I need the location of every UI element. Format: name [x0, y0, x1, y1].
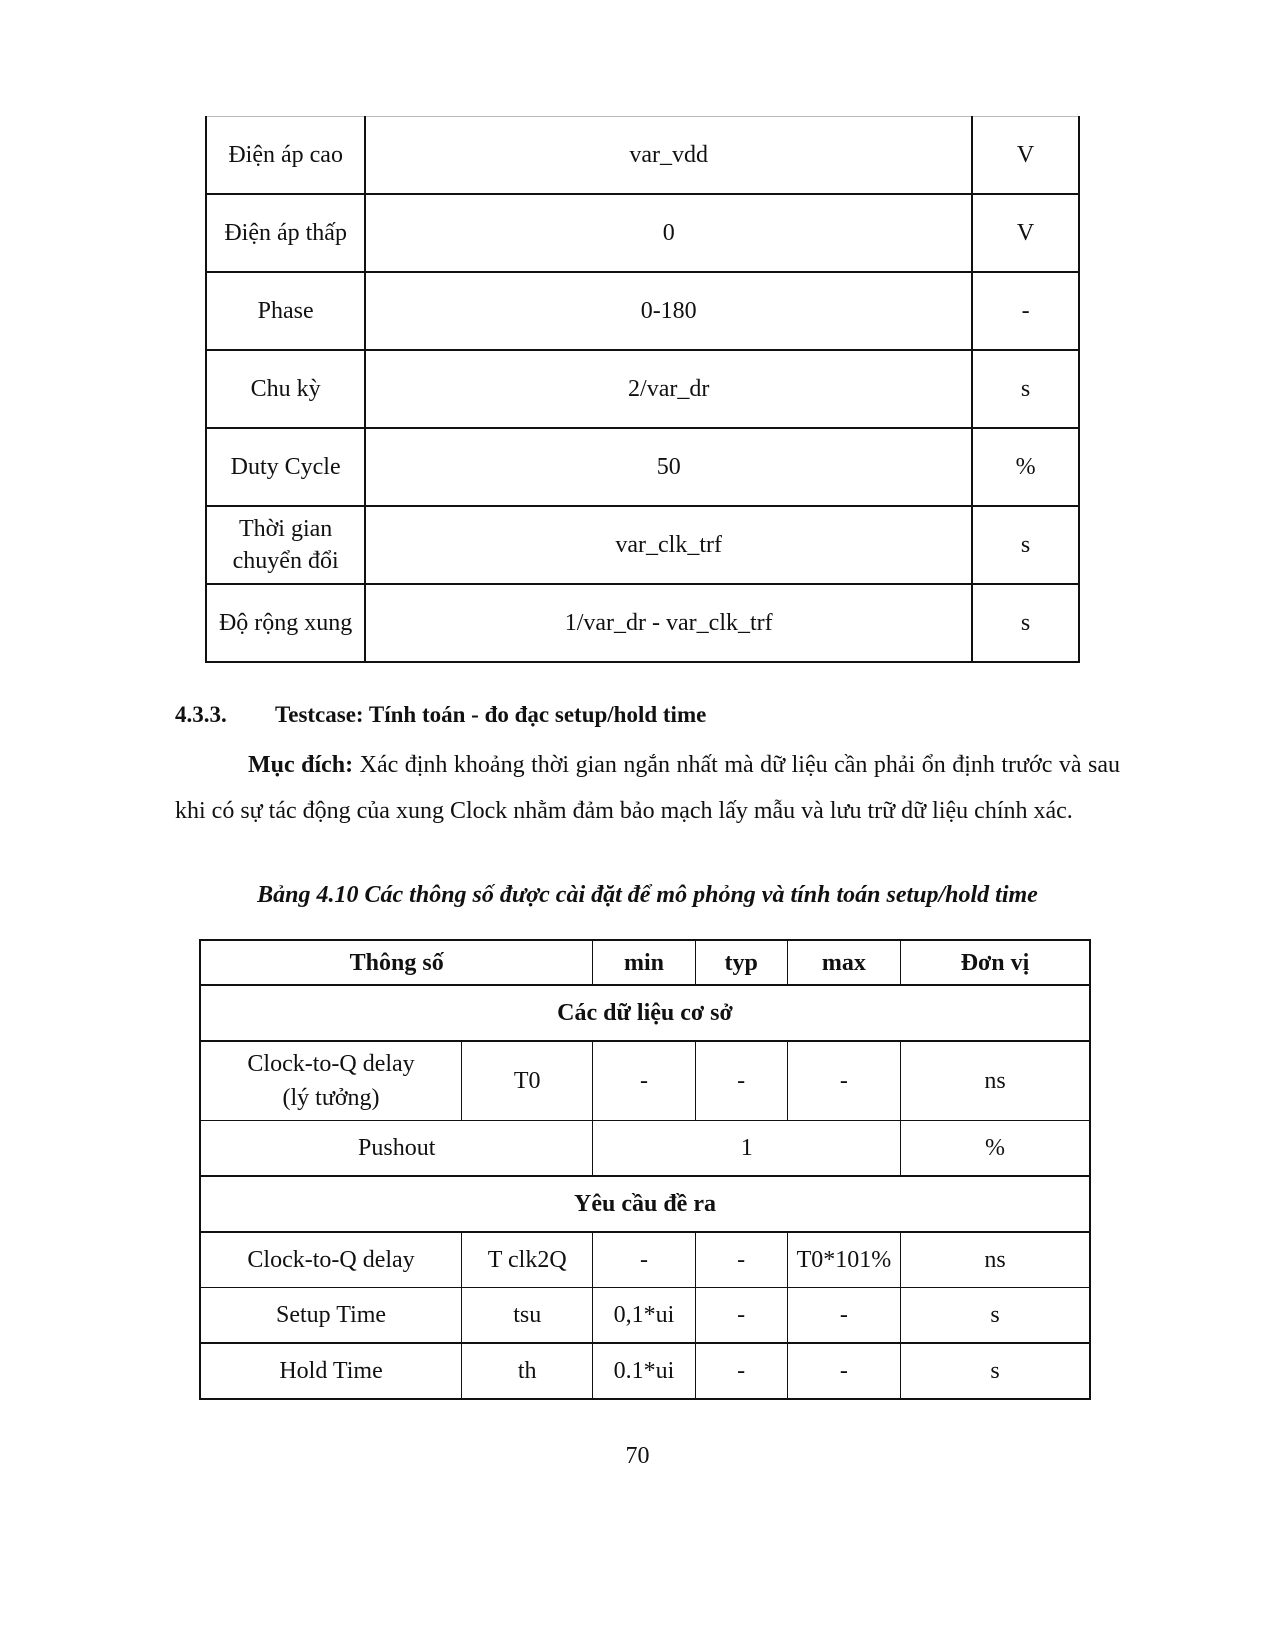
symbol-cell: T0 [462, 1041, 593, 1121]
name-line: (lý tưởng) [282, 1085, 380, 1111]
unit-cell: s [972, 584, 1079, 662]
unit-cell: ns [901, 1232, 1090, 1288]
table-row [206, 428, 1079, 506]
table-row [200, 1121, 1090, 1177]
value-cell: 1 [593, 1121, 901, 1177]
header-min: min [593, 940, 695, 985]
unit-cell: s [972, 350, 1079, 428]
table-row [206, 350, 1079, 428]
unit-cell: % [901, 1121, 1090, 1177]
param-line: chuyển đổi [232, 548, 339, 574]
table-row [206, 272, 1079, 350]
table-row [200, 1232, 1090, 1288]
section-title: Testcase: Tính toán - đo đạc setup/hold time [275, 702, 707, 727]
section-requirements: Yêu cầu đề ra [200, 1176, 1090, 1232]
name-cell: Setup Time [200, 1288, 462, 1344]
section-row [200, 985, 1090, 1041]
param-cell [206, 506, 365, 584]
header-max: max [787, 940, 900, 985]
page-number: 70 [625, 1443, 650, 1469]
min-cell: - [593, 1041, 695, 1121]
name-line: Clock-to-Q delay [247, 1051, 415, 1077]
name-cell [200, 1041, 462, 1121]
value-cell: 2/var_dr [365, 350, 972, 428]
purpose-paragraph [175, 742, 1120, 834]
value-cell: 50 [365, 428, 972, 506]
header-typ: typ [695, 940, 787, 985]
param-cell: Điện áp thấp [206, 194, 365, 272]
param-cell: Phase [206, 272, 365, 350]
value-cell: var_vdd [365, 117, 972, 195]
value-cell: 1/var_dr - var_clk_trf [365, 584, 972, 662]
unit-cell: V [972, 194, 1079, 272]
symbol-cell: th [462, 1343, 593, 1399]
max-cell: - [787, 1343, 900, 1399]
param-line: Thời gian [238, 516, 333, 542]
name-cell: Pushout [200, 1121, 593, 1177]
header-row [200, 940, 1090, 985]
table-row [200, 1343, 1090, 1399]
section-heading [175, 702, 706, 728]
unit-cell: V [972, 117, 1079, 195]
unit-cell: - [972, 272, 1079, 350]
table-row [206, 194, 1079, 272]
typ-cell: - [695, 1041, 787, 1121]
section-number: 4.3.3. [175, 702, 227, 727]
purpose-text: Xác định khoảng thời gian ngắn nhất mà dữ liệu cần phải ổn định trước và sau khi có sự tác động của xung Clock nhằm đảm bảo mạch lấy mẫu và lưu trữ dữ liệu chính xác. [175, 752, 1120, 824]
symbol-cell: tsu [462, 1288, 593, 1344]
name-cell: Clock-to-Q delay [200, 1232, 462, 1288]
param-cell: Chu kỳ [206, 350, 365, 428]
min-cell: 0.1*ui [593, 1343, 695, 1399]
typ-cell: - [695, 1343, 787, 1399]
typ-cell: - [695, 1232, 787, 1288]
setup-hold-table [199, 939, 1091, 1400]
section-base-data: Các dữ liệu cơ sở [200, 985, 1090, 1041]
param-cell: Độ rộng xung [206, 584, 365, 662]
symbol-cell: T clk2Q [462, 1232, 593, 1288]
table-row [206, 506, 1079, 584]
header-unit: Đơn vị [901, 940, 1090, 985]
table-caption: Bảng 4.10 Các thông số được cài đặt để mô phỏng và tính toán setup/hold time [257, 882, 1038, 908]
header-param: Thông số [200, 940, 593, 985]
clock-parameters-table [205, 116, 1080, 663]
table-row [206, 117, 1079, 195]
unit-cell: s [901, 1343, 1090, 1399]
param-cell: Duty Cycle [206, 428, 365, 506]
section-row [200, 1176, 1090, 1232]
value-cell: 0 [365, 194, 972, 272]
max-cell: T0*101% [787, 1232, 900, 1288]
purpose-label: Mục đích: [248, 752, 354, 778]
name-cell: Hold Time [200, 1343, 462, 1399]
table-row [206, 584, 1079, 662]
unit-cell: % [972, 428, 1079, 506]
max-cell: - [787, 1288, 900, 1344]
param-cell: Điện áp cao [206, 117, 365, 195]
min-cell: - [593, 1232, 695, 1288]
unit-cell: s [901, 1288, 1090, 1344]
unit-cell: ns [901, 1041, 1090, 1121]
table-row [200, 1288, 1090, 1344]
value-cell: var_clk_trf [365, 506, 972, 584]
max-cell: - [787, 1041, 900, 1121]
unit-cell: s [972, 506, 1079, 584]
value-cell: 0-180 [365, 272, 972, 350]
min-cell: 0,1*ui [593, 1288, 695, 1344]
typ-cell: - [695, 1288, 787, 1344]
table-row [200, 1041, 1090, 1121]
